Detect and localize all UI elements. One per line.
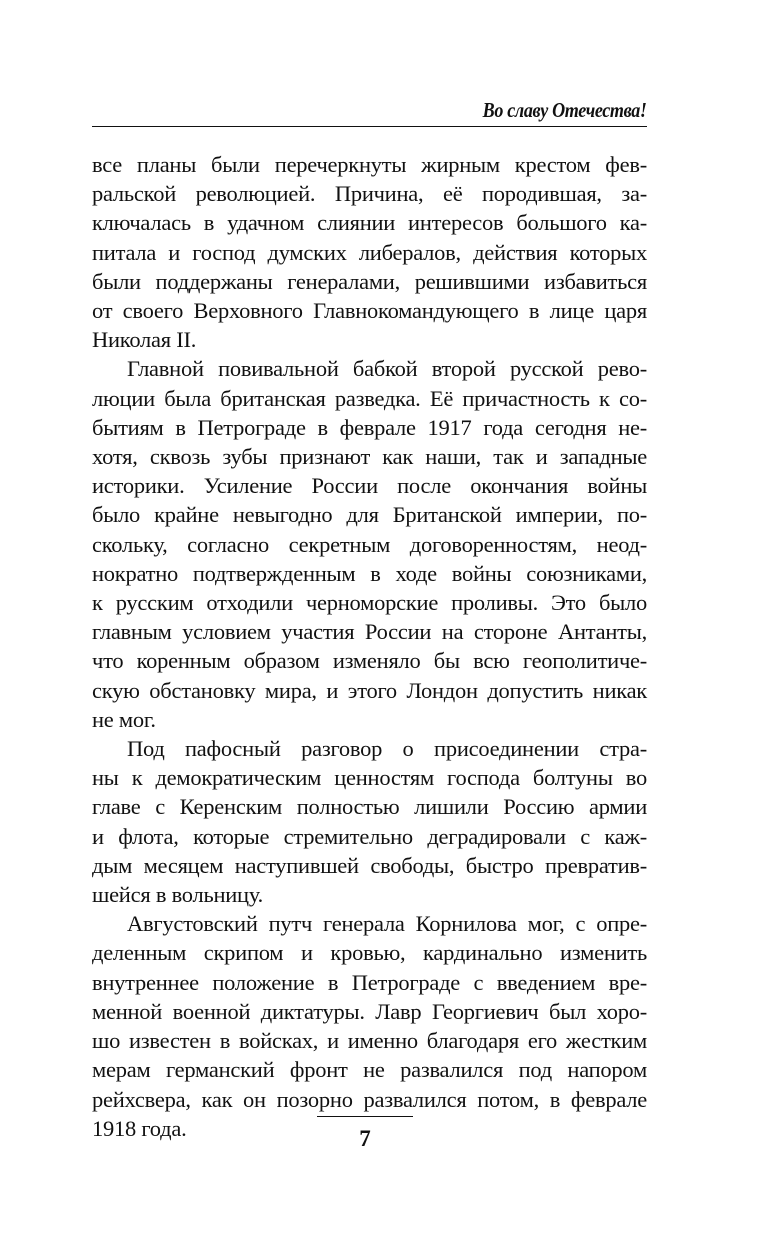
text-line: что коренным образом изменяло бы всю геополитиче- xyxy=(92,648,647,674)
text-line: Главной повивальной бабкой второй русской рево- xyxy=(127,356,647,382)
paragraph xyxy=(92,354,647,734)
text-line: внутреннее положение в Петрограде с введением вре- xyxy=(92,969,647,995)
paragraph xyxy=(92,150,647,354)
text-line: люции была британская разведка. Её причастность к со- xyxy=(92,385,647,411)
text-line: ральской революцией. Причина, её породившая, за- xyxy=(92,181,647,207)
text-line: 1918 года. xyxy=(92,1115,187,1141)
text-line: историки. Усиление России после окончания войны xyxy=(92,473,647,499)
running-title: Во славу Отечества! xyxy=(483,98,647,122)
body-text xyxy=(92,150,647,1143)
text-line: питала и господ думских либералов, действия которых xyxy=(92,239,647,265)
text-line: шейся в вольницу. xyxy=(92,882,263,908)
header-rule xyxy=(92,126,647,127)
text-line: скольку, согласно секретным договоренностям, неод- xyxy=(92,531,647,557)
text-line: Августовский путч генерала Корнилова мог, с опре- xyxy=(127,911,647,937)
text-line: и флота, которые стремительно деградировали с каж- xyxy=(92,823,647,849)
footer-rule xyxy=(317,1116,413,1117)
text-line: Николая II. xyxy=(92,327,197,353)
text-line: были поддержаны генералами, решившими избавиться xyxy=(92,268,647,294)
text-line: шо известен в войсках, и именно благодаря его жестким xyxy=(92,1028,647,1054)
text-line: менной военной диктатуры. Лавр Георгиевич был хоро- xyxy=(92,998,647,1024)
text-line: рейхсвера, как он позорно развалился потом, в феврале xyxy=(92,1086,647,1112)
text-line: к русским отходили черноморские проливы. Это было xyxy=(92,590,647,616)
text-line: нократно подтвержденным в ходе войны союзниками, xyxy=(92,560,647,586)
text-line: главным условием участия России на стороне Антанты, xyxy=(92,619,647,645)
text-line: все планы были перечеркнуты жирным крестом фев- xyxy=(92,152,647,177)
running-header xyxy=(92,96,647,124)
text-line: не мог. xyxy=(92,706,156,732)
page-number: 7 xyxy=(359,1126,371,1151)
text-line: ключалась в удачном слиянии интересов большого ка- xyxy=(92,210,647,236)
text-line: скую обстановку мира, и этого Лондон допустить никак xyxy=(92,677,647,703)
text-line: хотя, сквозь зубы признают как наши, так и западные xyxy=(92,444,647,470)
text-line: было крайне невыгодно для Британской империи, по- xyxy=(92,502,647,528)
text-line: главе с Керенским полностью лишили Россию армии xyxy=(92,794,647,820)
text-line: бытиям в Петрограде в феврале 1917 года сегодня не- xyxy=(92,414,647,440)
text-line: дым месяцем наступившей свободы, быстро превратив- xyxy=(92,852,647,878)
text-line: ны к демократическим ценностям господа болтуны во xyxy=(92,765,647,791)
text-line: деленным скрипом и кровью, кардинально изменить xyxy=(92,940,647,966)
paragraph xyxy=(92,909,647,1143)
paragraph xyxy=(92,734,647,909)
text-line: Под пафосный разговор о присоединении стра- xyxy=(127,736,647,762)
text-line: от своего Верховного Главнокомандующего в лице царя xyxy=(92,298,647,324)
text-line: мерам германский фронт не развалился под напором xyxy=(92,1057,647,1083)
